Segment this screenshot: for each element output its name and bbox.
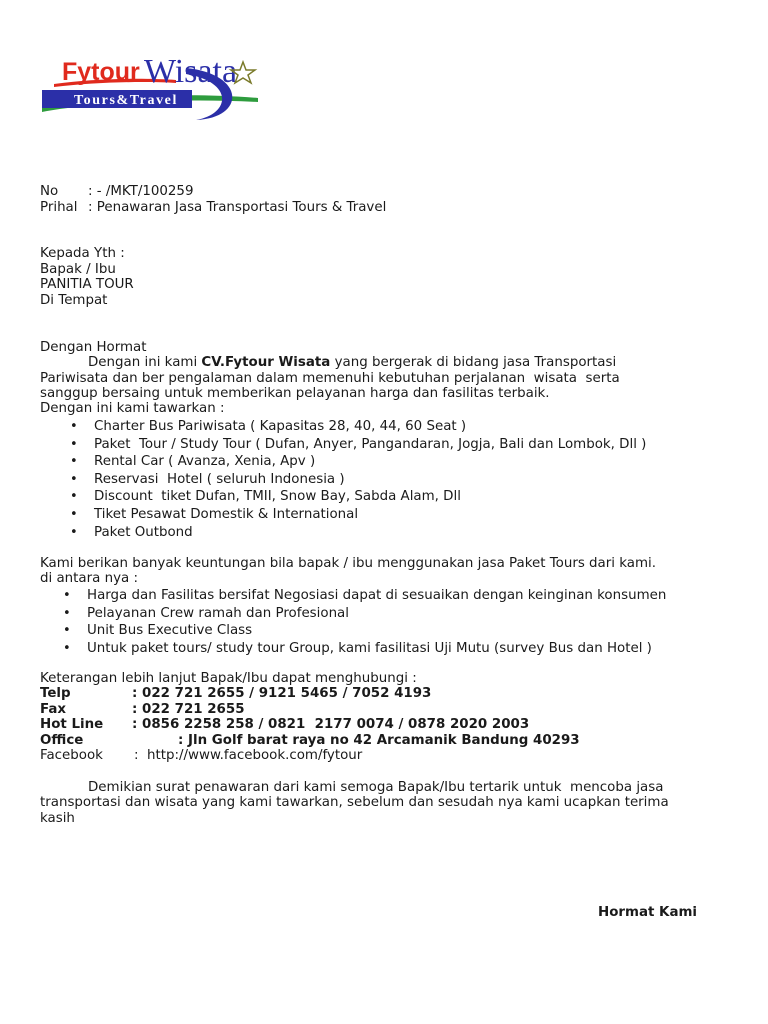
benefit-item: • Harga dan Fasilitas bersifat Negosiasi dapat di sesuaikan dengan keinginan konsumen xyxy=(87,587,666,605)
no-label: No xyxy=(40,184,59,199)
benefit-intro: Kami berikan banyak keuntungan bila bapak / ibu menggunakan jasa Paket Tours dari kami. xyxy=(40,556,656,571)
intro-post: yang bergerak di bidang jasa Transportasi xyxy=(330,355,617,370)
recipient-line-4: Di Tempat xyxy=(40,293,108,308)
intro-pre: Dengan ini kami xyxy=(88,355,202,370)
benefit-item: • Pelayanan Crew ramah dan Profesional xyxy=(87,605,666,623)
offer-list xyxy=(94,418,646,541)
fax-label: Fax xyxy=(40,702,67,717)
intro-line-1 xyxy=(88,355,616,371)
offer-item: • Discount tiket Dufan, TMII, Snow Bay, Sabda Alam, Dll xyxy=(94,488,646,506)
telp-value: : 022 721 2655 / 9121 5465 / 7052 4193 xyxy=(132,686,432,701)
office-label: Office xyxy=(40,733,84,748)
signoff: Hormat Kami xyxy=(598,905,698,920)
offer-item: • Reservasi Hotel ( seluruh Indonesia ) xyxy=(94,471,646,489)
recipient-line-2: Bapak / Ibu xyxy=(40,262,116,277)
benefit-list xyxy=(87,587,666,657)
benefit-item: • Untuk paket tours/ study tour Group, kami fasilitasi Uji Mutu (survey Bus dan Hotel ) xyxy=(87,640,666,658)
contact-telp xyxy=(40,686,431,702)
offer-item: • Rental Car ( Avanza, Xenia, Apv ) xyxy=(94,453,646,471)
benefit-item: • Unit Bus Executive Class xyxy=(87,622,666,640)
hotline-label: Hot Line xyxy=(40,717,104,732)
company-logo xyxy=(36,38,266,130)
closing-line-1: Demikian surat penawaran dari kami semoga Bapak/Ibu tertarik untuk mencoba jasa xyxy=(88,780,664,795)
office-value: : Jln Golf barat raya no 42 Arcamanik Bandung 40293 xyxy=(178,733,580,748)
offer-intro: Dengan ini kami tawarkan : xyxy=(40,401,225,416)
offer-item: • Paket Outbond xyxy=(94,524,646,542)
reference-line xyxy=(40,184,193,200)
offer-item: • Paket Tour / Study Tour ( Dufan, Anyer, Pangandaran, Jogja, Bali dan Lombok, Dll ) xyxy=(94,436,646,454)
contact-facebook xyxy=(40,748,362,764)
logo-brand-blue: Wisata xyxy=(144,53,238,90)
intro-line-2: Pariwisata dan ber pengalaman dalam memenuhi kebutuhan perjalanan wisata serta xyxy=(40,371,620,386)
contact-intro: Keterangan lebih lanjut Bapak/Ibu dapat menghubungi : xyxy=(40,671,417,686)
facebook-link[interactable]: : http://www.facebook.com/fytour xyxy=(134,748,363,763)
logo-tagline: Tours&Travel xyxy=(74,93,178,108)
hotline-value: : 0856 2258 258 / 0821 2177 0074 / 0878 2020 2003 xyxy=(132,717,530,732)
telp-label: Telp xyxy=(40,686,71,701)
closing-line-2: transportasi dan wisata yang kami tawarkan, sebelum dan sesudah nya kami ucapkan terima xyxy=(40,795,669,810)
greeting: Dengan Hormat xyxy=(40,340,147,355)
benefit-intro-2: di antara nya : xyxy=(40,571,138,586)
offer-item: • Tiket Pesawat Domestik & International xyxy=(94,506,646,524)
logo-brand-red: Fytour xyxy=(62,58,140,86)
contact-hotline xyxy=(40,717,529,733)
no-value: : - /MKT/100259 xyxy=(88,184,194,199)
recipient-line-1: Kepada Yth : xyxy=(40,246,125,261)
facebook-label: Facebook xyxy=(40,748,103,763)
offer-item: • Charter Bus Pariwisata ( Kapasitas 28, 40, 44, 60 Seat ) xyxy=(94,418,646,436)
contact-fax xyxy=(40,702,245,718)
prihal-label: Prihal xyxy=(40,200,78,215)
recipient-line-3: PANITIA TOUR xyxy=(40,277,134,292)
subject-line xyxy=(40,200,386,216)
company-name: CV.Fytour Wisata xyxy=(201,355,331,370)
contact-office xyxy=(40,733,580,749)
intro-line-3: sanggup bersaing untuk memberikan pelayanan harga dan fasilitas terbaik. xyxy=(40,386,550,401)
closing-line-3: kasih xyxy=(40,811,75,826)
fax-value: : 022 721 2655 xyxy=(132,702,245,717)
prihal-value: : Penawaran Jasa Transportasi Tours & Travel xyxy=(88,200,387,215)
